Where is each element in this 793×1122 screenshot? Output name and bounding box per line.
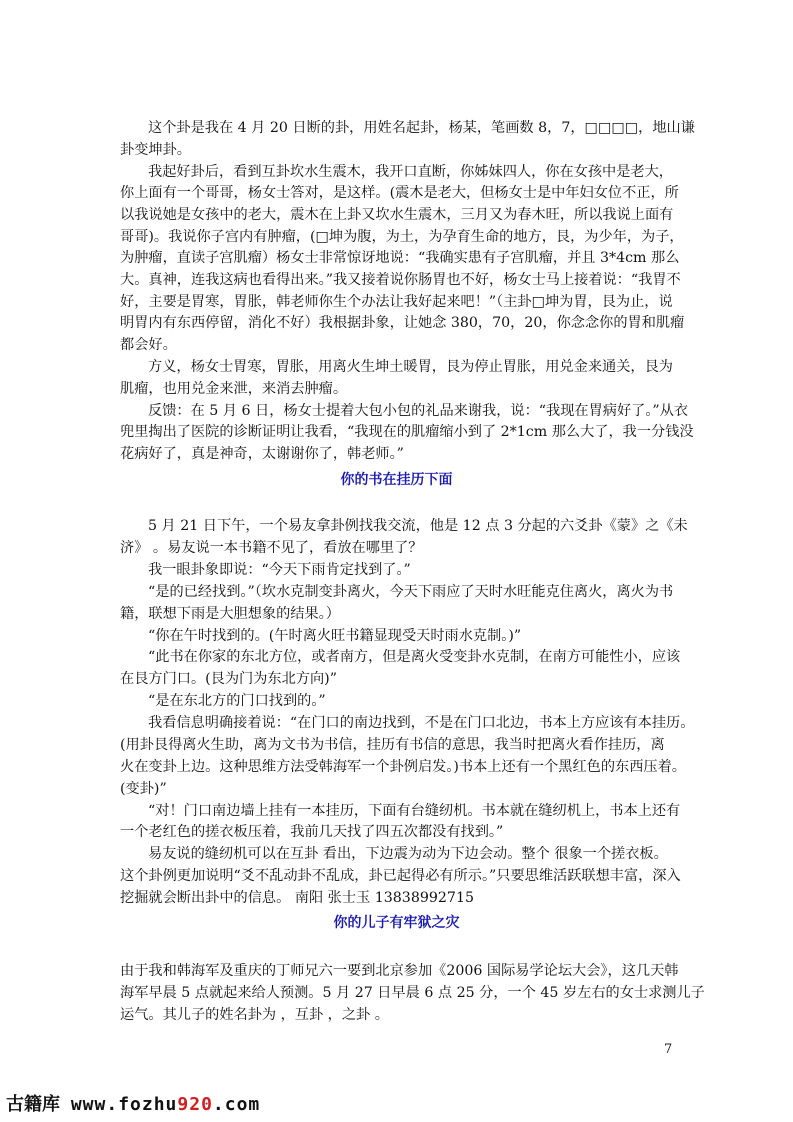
paragraph-line: 济》 。易友说一本书籍不见了，看放在哪里了？ — [120, 540, 423, 556]
paragraph-line: 海军早晨 5 点就起来给人预测。5 月 27 日早晨 6 点 25 分，一个 45 岁左右的女士求测儿子 — [120, 985, 705, 1001]
watermark-label: 古籍库 — [6, 1094, 60, 1115]
watermark-site-suffix: .com — [212, 1094, 261, 1115]
paragraph-line: 哥哥)。我说你子宫内有肿瘤，(□坤为腹，为土，为孕育生命的地方，艮，为少年，为子， — [120, 229, 684, 245]
page-number: 7 — [664, 1042, 673, 1057]
watermark-site-accent: 920 — [177, 1094, 213, 1115]
paragraph-line: 我一眼卦象即说：“今天下雨肯定找到了。” — [148, 562, 411, 578]
paragraph-line: 我起好卦后，看到互卦坎水生震木，我开口直断，你姊妹四人，你在女孩中是老大， — [148, 164, 673, 180]
paragraph-line: 我看信息明确接着说：“在门口的南边找到，不是在门口北边，书本上方应该有本挂历。 — [148, 715, 695, 731]
paragraph-line: 由于我和韩海军及重庆的丁师兄六一要到北京参加《2006 国际易学论坛大会》，这几天韩 — [120, 963, 679, 979]
paragraph-line: “是在东北方的门口找到的。” — [148, 693, 326, 709]
paragraph-line: 为肿瘤，直读子宫肌瘤）杨女士非常惊讶地说：“我确实患有子宫肌瘤，并且 3*4cm 那么 — [120, 250, 680, 266]
paragraph-line: 方义，杨女士胃寒，胃胀，用离火生坤土暖胃，艮为停止胃胀，用兑金来通关，艮为 — [148, 359, 673, 375]
paragraph-line: 花病好了，真是神奇，太谢谢你了，韩老师。” — [120, 446, 404, 462]
paragraph-line: 反馈：在 5 月 6 日，杨女士提着大包小包的礼品来谢我，说：“我现在胃病好了。”从衣 — [148, 403, 689, 419]
paragraph-line: 以我说她是女孩中的老大，震木在上卦又坎水生震木，三月又为春木旺，所以我说上面有 — [120, 207, 674, 223]
paragraph-line: 籍，联想下雨是大胆想象的结果。） — [120, 606, 340, 622]
paragraph-line: 都会好。 — [120, 337, 177, 353]
paragraph-line: 一个老红色的搓衣板压着，我前几天找了四五次都没有找到。” — [120, 824, 504, 840]
paragraph-line: 好，主要是胃寒，胃胀，韩老师你生个办法让我好起来吧！”（主卦□坤为胃，艮为止，说 — [120, 294, 673, 310]
paragraph-line: 5 月 21 日下午，一个易友拿卦例找我交流，他是 12 点 3 分起的六爻卦《蒙》之《未 — [148, 518, 688, 534]
paragraph-line: 这个卦例更加说明“爻不乱动卦不乱成，卦已起得必有所示。”只要思维活跃联想丰富，深入 — [120, 868, 681, 884]
paragraph-line: 在艮方门口。(艮为门为东北方向)” — [120, 671, 337, 687]
paragraph-line: 大。真神，连我这病也看得出来。”我又接着说你肠胃也不好，杨女士马上接着说：“我胃不 — [120, 272, 681, 288]
paragraph-line: “你在午时找到的。(午时离火旺书籍显现受天时雨水克制。)” — [148, 628, 522, 644]
paragraph-line: 运气。其儿子的姓名卦为 ，互卦 ，之卦 。 — [120, 1007, 389, 1023]
paragraph-line: “对！门口南边墙上挂有一本挂历，下面有台缝纫机。书本就在缝纫机上，书本上还有 — [148, 803, 681, 819]
paragraph-line: 肌瘤，也用兑金来泄，来消去肿瘤。 — [120, 381, 348, 397]
paragraph-line: 明胃内有东西停留，消化不好）我根据卦象，让她念 380，70，20，你念念你的胃和肌瘤 — [120, 315, 685, 331]
paragraph-line: (变卦)” — [120, 781, 167, 797]
paragraph-line: 卦变坤卦。 — [120, 142, 191, 158]
site-watermark — [6, 1090, 260, 1116]
section-heading: 你的书在挂历下面 — [340, 472, 453, 488]
paragraph-line: “是的已经找到。”（坎水克制变卦离火，今天下雨应了天时水旺能克住离火，离火为书 — [148, 584, 674, 600]
watermark-site-prefix: www.fozhu — [70, 1094, 178, 1115]
paragraph-line: 挖掘就会断出卦中的信息。 南阳 张士玉 13838992715 — [120, 890, 475, 906]
paragraph-line: 火在变卦上边。这种思维方法受韩海军一个卦例启发。)书本上还有一个黑红色的东西压着。 — [120, 759, 686, 775]
paragraph-line: (用卦艮得离火生助，离为文书为书信，挂历有书信的意思，我当时把离火看作挂历，离 — [120, 737, 665, 753]
paragraph-line: 你上面有一个哥哥，杨女士答对，是这样。(震木是老大，但杨女士是中年妇女位不正，所 — [120, 185, 679, 201]
section-heading: 你的儿子有牢狱之灾 — [333, 915, 460, 931]
paragraph-line: 这个卦是我在 4 月 20 日断的卦，用姓名起卦，杨某，笔画数 8，7，□□□□，地山谦 — [148, 120, 695, 136]
paragraph-line: 兜里掏出了医院的诊断证明让我看，“我现在的肌瘤缩小到了 2*1cm 那么大了，我一分钱没 — [120, 424, 694, 440]
paragraph-line: “此书在你家的东北方位，或者南方，但是离火受变卦水克制，在南方可能性小，应该 — [148, 649, 681, 665]
paragraph-line: 易友说的缝纫机可以在互卦 看出，下边震为动为下边会动。整个 很象一个搓衣板。 — [148, 846, 668, 862]
